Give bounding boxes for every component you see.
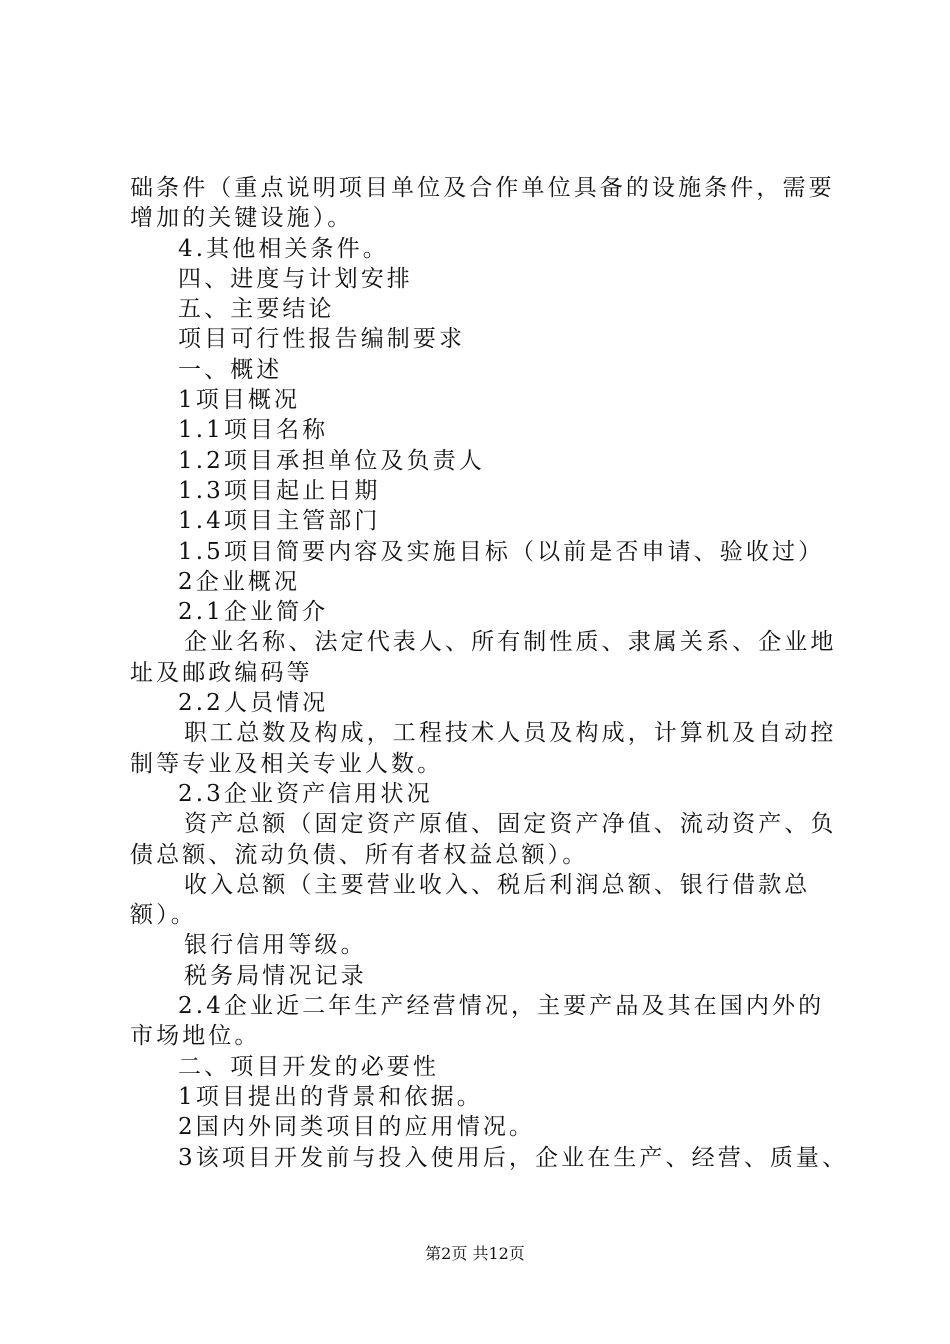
text-line: 1.3项目起止日期 — [178, 477, 381, 504]
text-line: 税务局情况记录 — [184, 962, 367, 989]
text-line: 址及邮政编码等 — [130, 659, 313, 686]
text-line: 资产总额（固定资产原值、固定资产净值、流动资产、负 — [184, 811, 837, 838]
text-line: 础条件（重点说明项目单位及合作单位具备的设施条件，需要 — [130, 175, 835, 201]
text-line: 2.4企业近二年生产经营情况，主要产品及其在国内外的 — [178, 993, 825, 1020]
text-line: 4.其他相关条件。 — [178, 235, 389, 262]
text-line: 1项目提出的背景和依据。 — [178, 1083, 483, 1110]
document-heading: 项目可行性报告编制要求 — [178, 326, 466, 353]
text-line: 制等专业及相关专业人数。 — [130, 750, 444, 777]
text-line: 债总额、流动负债、所有者权益总额）。 — [130, 841, 589, 868]
text-line: 2.2人员情况 — [178, 690, 329, 717]
text-line: 3该项目开发前与投入使用后，企业在生产、经营、质量、 — [178, 1144, 849, 1171]
page-footer: 第2页 共12页 — [425, 1244, 525, 1263]
section-heading: 一、概述 — [178, 356, 283, 383]
text-line: 1.5项目简要内容及实施目标（以前是否申请、验收过） — [178, 538, 825, 565]
text-line: 银行信用等级。 — [184, 932, 367, 959]
document-body — [130, 173, 849, 1173]
section-heading: 五、主要结论 — [178, 296, 335, 323]
text-line: 2国内外同类项目的应用情况。 — [178, 1114, 536, 1141]
section-heading: 二、项目开发的必要性 — [178, 1053, 439, 1080]
text-line: 企业名称、法定代表人、所有制性质、隶属关系、企业地 — [184, 629, 837, 656]
text-line: 1项目概况 — [178, 387, 301, 414]
text-line: 1.2项目承担单位及负责人 — [178, 447, 485, 474]
text-line: 2.1企业简介 — [178, 599, 329, 626]
text-line: 收入总额（主要营业收入、税后利润总额、银行借款总 — [184, 871, 811, 898]
text-line: 职工总数及构成，工程技术人员及构成，计算机及自动控 — [184, 720, 837, 747]
section-heading: 四、进度与计划安排 — [178, 265, 413, 292]
text-line: 额）。 — [130, 902, 197, 929]
text-line: 2.3企业资产信用状况 — [178, 780, 433, 807]
text-line: 1.4项目主管部门 — [178, 508, 381, 535]
text-line: 1.1项目名称 — [178, 417, 329, 444]
text-line: 2企业概况 — [178, 568, 301, 595]
text-line: 增加的关键设施）。 — [130, 205, 354, 232]
text-line: 市场地位。 — [130, 1023, 261, 1050]
